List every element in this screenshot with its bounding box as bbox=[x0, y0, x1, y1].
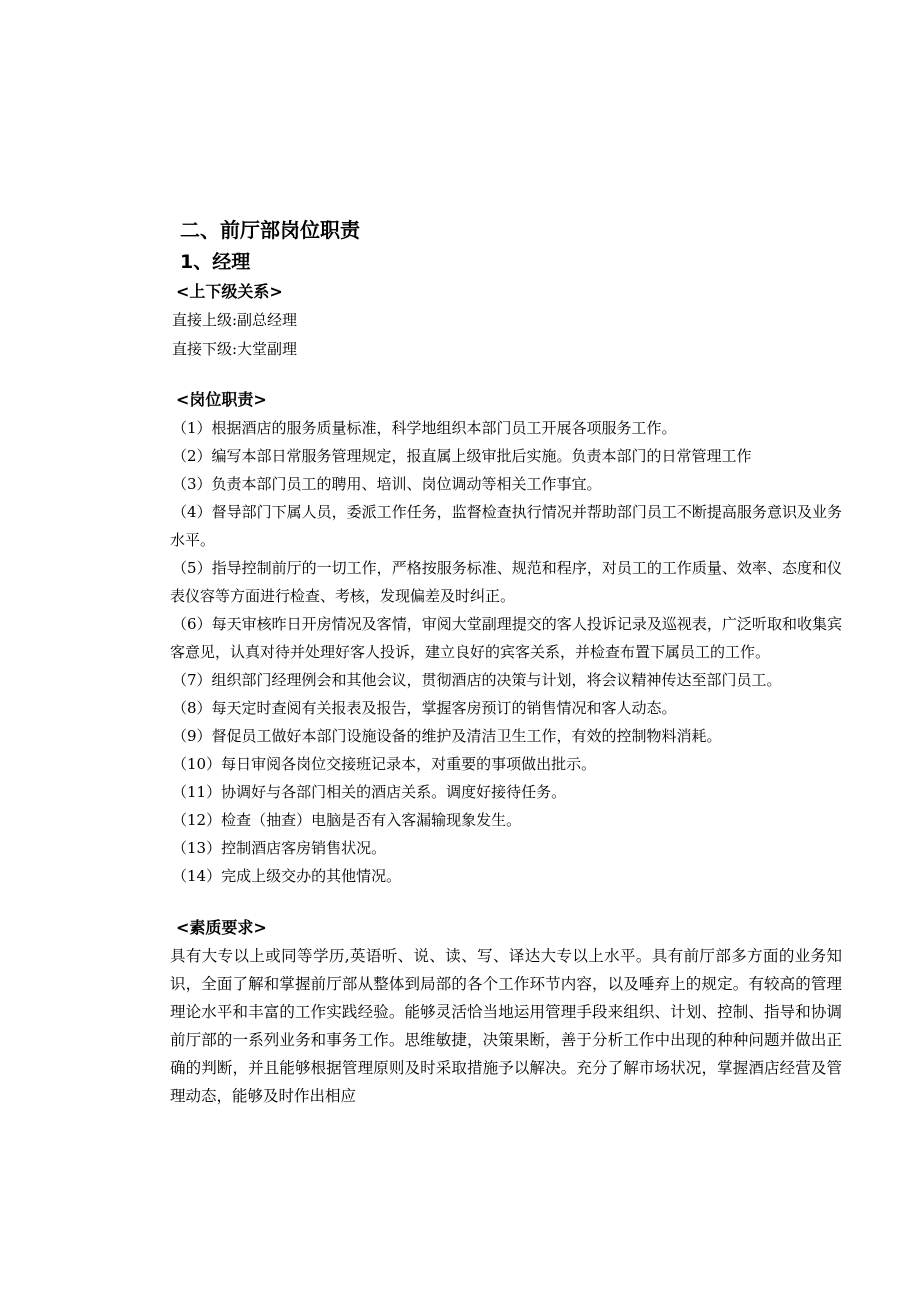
document-page bbox=[170, 214, 842, 1110]
duty-item-7: （7）组织部门经理例会和其他会议，贯彻酒店的决策与计划，将会议精神传达至部门员工。 bbox=[172, 671, 782, 689]
duty-item-9: （9）督促员工做好本部门设施设备的维护及清洁卫生工作，有效的控制物料消耗。 bbox=[172, 727, 722, 745]
duty-item-12: （12）检查（抽查）电脑是否有入客漏输现象发生。 bbox=[172, 811, 522, 829]
section-title: 二、前厅部岗位职责 bbox=[180, 218, 360, 242]
duty-item-1: （1）根据酒店的服务质量标准，科学地组织本部门员工开展各项服务工作。 bbox=[172, 419, 677, 437]
superior-line: 直接上级:副总经理 bbox=[172, 311, 298, 329]
duty-item-11: （11）协调好与各部门相关的酒店关系。调度好接待任务。 bbox=[172, 783, 567, 801]
duty-item-10: （10）每日审阅各岗位交接班记录本，对重要的事项做出批示。 bbox=[172, 755, 597, 773]
duty-item-4: （4）督导部门下属人员，委派工作任务，监督检查执行情况并帮助部门员工不断提高服务意识及业务水平。 bbox=[170, 503, 842, 549]
duty-item-3: （3）负责本部门员工的聘用、培训、岗位调动等相关工作事宜。 bbox=[172, 475, 602, 493]
duty-item-8: （8）每天定时查阅有关报表及报告，掌握客房预订的销售情况和客人动态。 bbox=[172, 699, 677, 717]
subordinate-line: 直接下级:大堂副理 bbox=[172, 340, 298, 358]
duties-heading: <岗位职责> bbox=[176, 390, 267, 409]
duty-item-13: （13）控制酒店客房销售状况。 bbox=[172, 839, 387, 857]
duty-item-2: （2）编写本部日常服务管理规定，报直属上级审批后实施。负责本部门的日常管理工作 bbox=[172, 447, 752, 465]
spacer bbox=[170, 890, 842, 914]
duty-item-5: （5）指导控制前厅的一切工作，严格按服务标准、规范和程序，对员工的工作质量、效率、态度和仪表仪容等方面进行检查、考核，发现偏差及时纠正。 bbox=[170, 559, 842, 605]
duties-list bbox=[170, 414, 842, 890]
role-title: 1、经理 bbox=[180, 251, 251, 273]
relation-heading: <上下级关系> bbox=[176, 282, 283, 301]
duty-item-6: （6）每天审核昨日开房情况及客情，审阅大堂副理提交的客人投诉记录及巡视表，广泛听取和收集宾客意见，认真对待并处理好客人投诉，建立良好的宾客关系，并检查布置下属员工的工作。 bbox=[170, 615, 842, 661]
spacer bbox=[170, 364, 842, 386]
duty-item-14: （14）完成上级交办的其他情况。 bbox=[172, 867, 402, 885]
quality-heading: <素质要求> bbox=[176, 918, 267, 937]
quality-paragraph: 具有大专以上或同等学历,英语听、说、读、写、译达大专以上水平。具有前厅部多方面的业务知识，全面了解和掌握前厅部从整体到局部的各个工作环节内容，以及唾弃上的规定。有较高的管理理论水平和丰富的工作实践经验。能够灵活恰当地运用管理手段来组织、计划、控制、指导和协调前厅部的一系列业务和事务工作。思维敏捷，决策果断，善于分析工作中出现的种种问题并做出正确的判断，并且能够根据管理原则及时采取措施予以解决。充分了解市场状况，掌握酒店经营及管理动态，能够及时作出相应 bbox=[170, 947, 842, 1105]
